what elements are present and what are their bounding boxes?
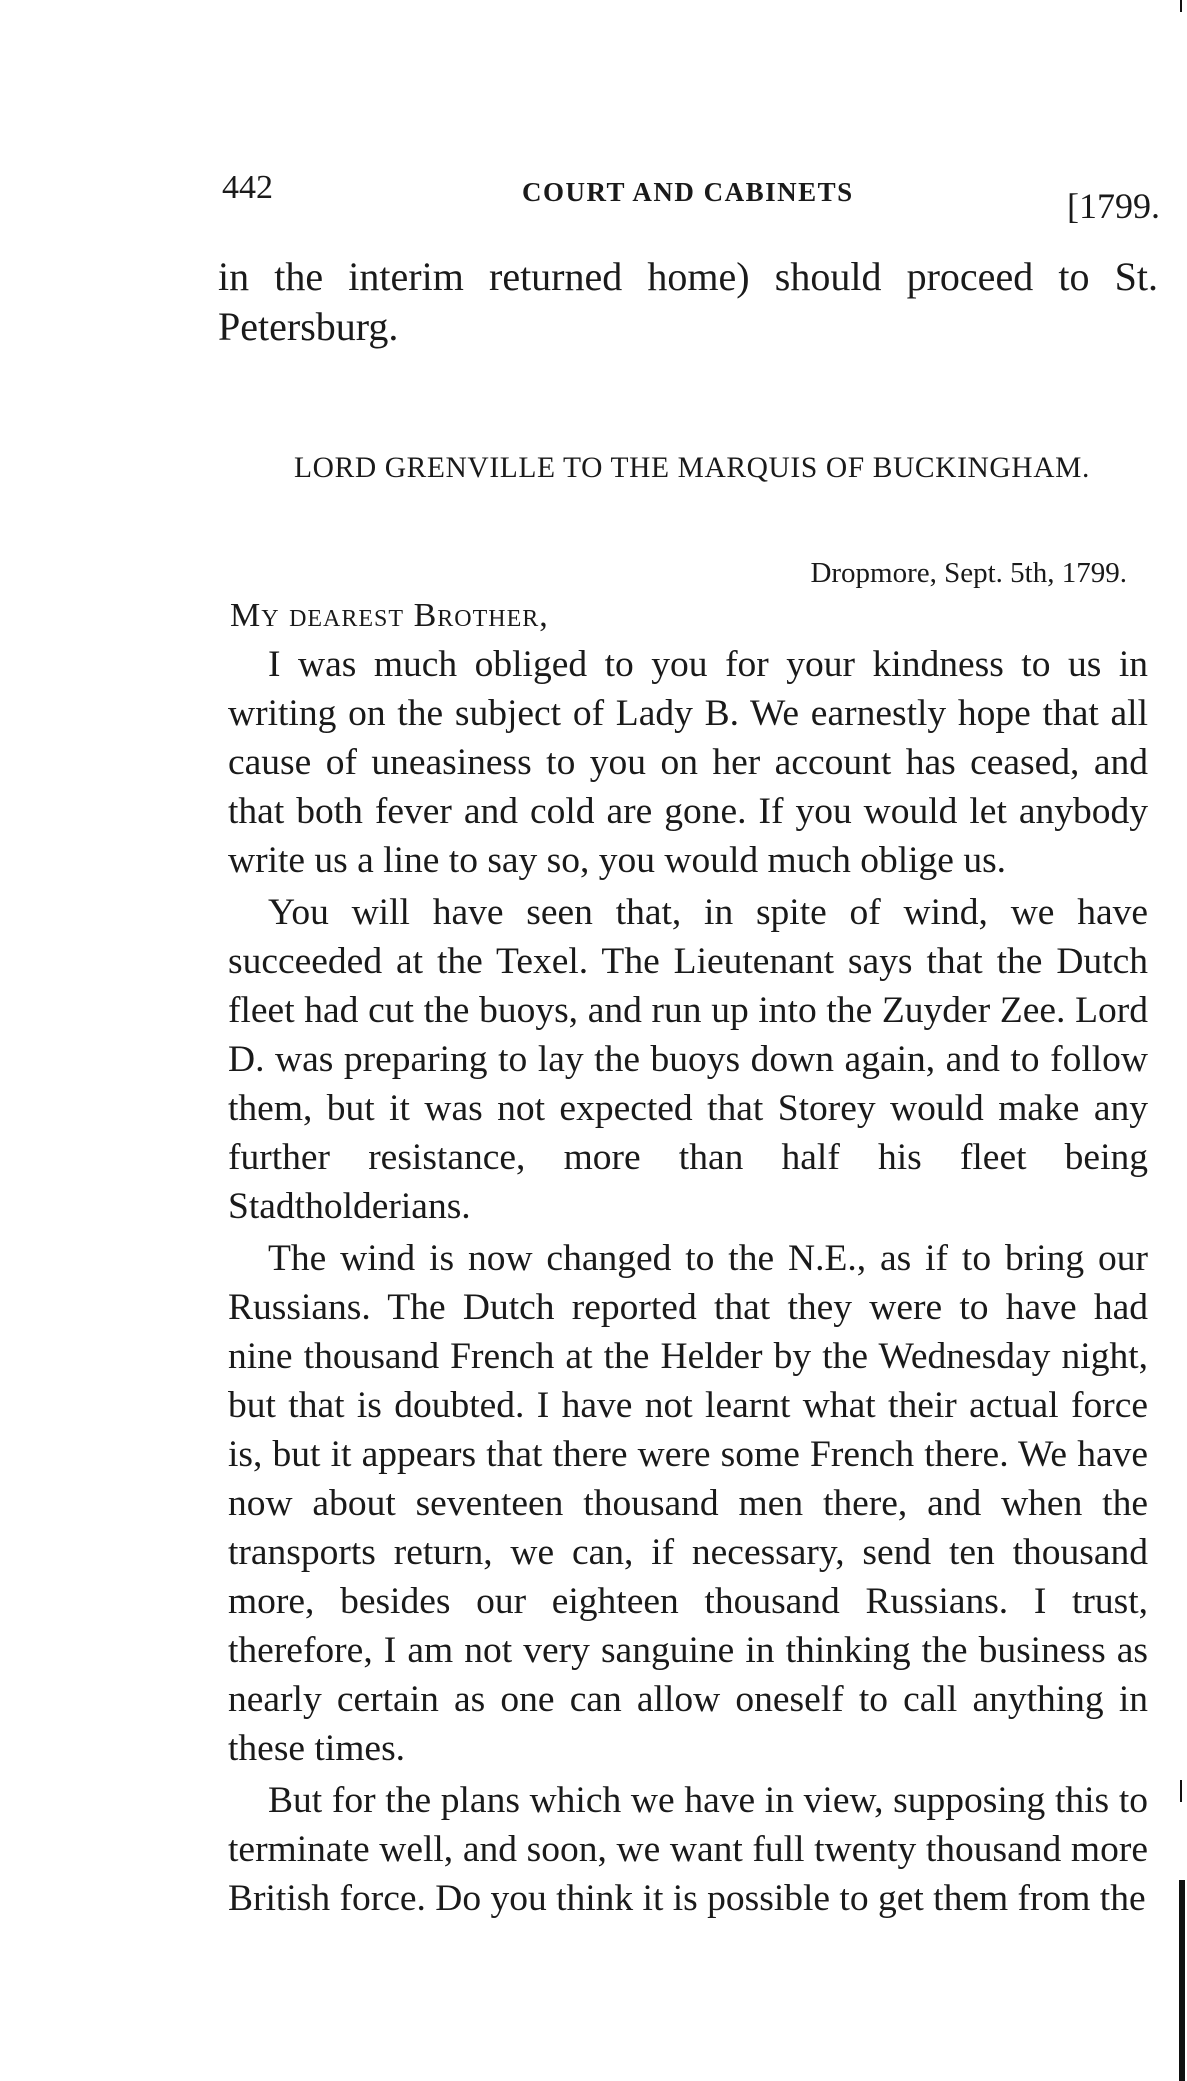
running-title: COURT AND CABINETS (522, 177, 854, 207)
letter-paragraph: But for the plans which we have in view, supposing this to terminate well, and soon, we want full twenty thousand more British force. Do you think it is possible to get them from the (228, 1780, 1148, 1919)
letter-heading: LORD GRENVILLE TO THE MARQUIS OF BUCKINGHAM. (294, 452, 1090, 484)
scan-edge-mark (1179, 1880, 1185, 2081)
letter-body (228, 640, 1148, 1923)
scan-edge-mark (1180, 1780, 1182, 1802)
salutation-text: My dearest Brother, (230, 597, 549, 634)
letter-paragraph: The wind is now changed to the N.E., as if to bring our Russians. The Dutch reported that they were to have had nine thousand French at the Helder by the Wednesday night, but that is doubted. I have not learnt what their actual force is, but it appears that there were some French there. We have now about seventeen thousand men there, and when the transports return, we can, if necessary, send ten thousand more, besides our eighteen thousand Russians. I trust, therefore, I am not very sanguine in thinking the business as nearly certain as one can allow oneself to call anything in these times. (228, 1238, 1148, 1769)
letter-paragraph: I was much obliged to you for your kindness to us in writing on the subject of Lady B. We earnestly hope that all cause of uneasiness to you on her account has ceased, and that both fever and cold are gone. If you would let anybody write us a line to say so, you would much oblige us. (228, 644, 1148, 881)
page-number: 442 (222, 169, 273, 206)
scan-edge-mark (1180, 0, 1182, 12)
page-header (222, 165, 1160, 225)
letter-dateline: Dropmore, Sept. 5th, 1799. (810, 557, 1127, 589)
letter-paragraph: You will have seen that, in spite of wind, we have succeeded at the Texel. The Lieutenant says that the Dutch fleet had cut the buoys, and run up into the Zuyder Zee. Lord D. was preparing to lay the buoys down again, and to follow them, but it was not expected that Storey would make any further resistance, more than half his fleet being Stadtholderians. (228, 892, 1148, 1227)
letter-salutation (230, 597, 549, 635)
continuation-paragraph: in the interim returned home) should proceed to St. Petersburg. (218, 254, 1158, 349)
header-year: [1799. (1067, 186, 1160, 226)
